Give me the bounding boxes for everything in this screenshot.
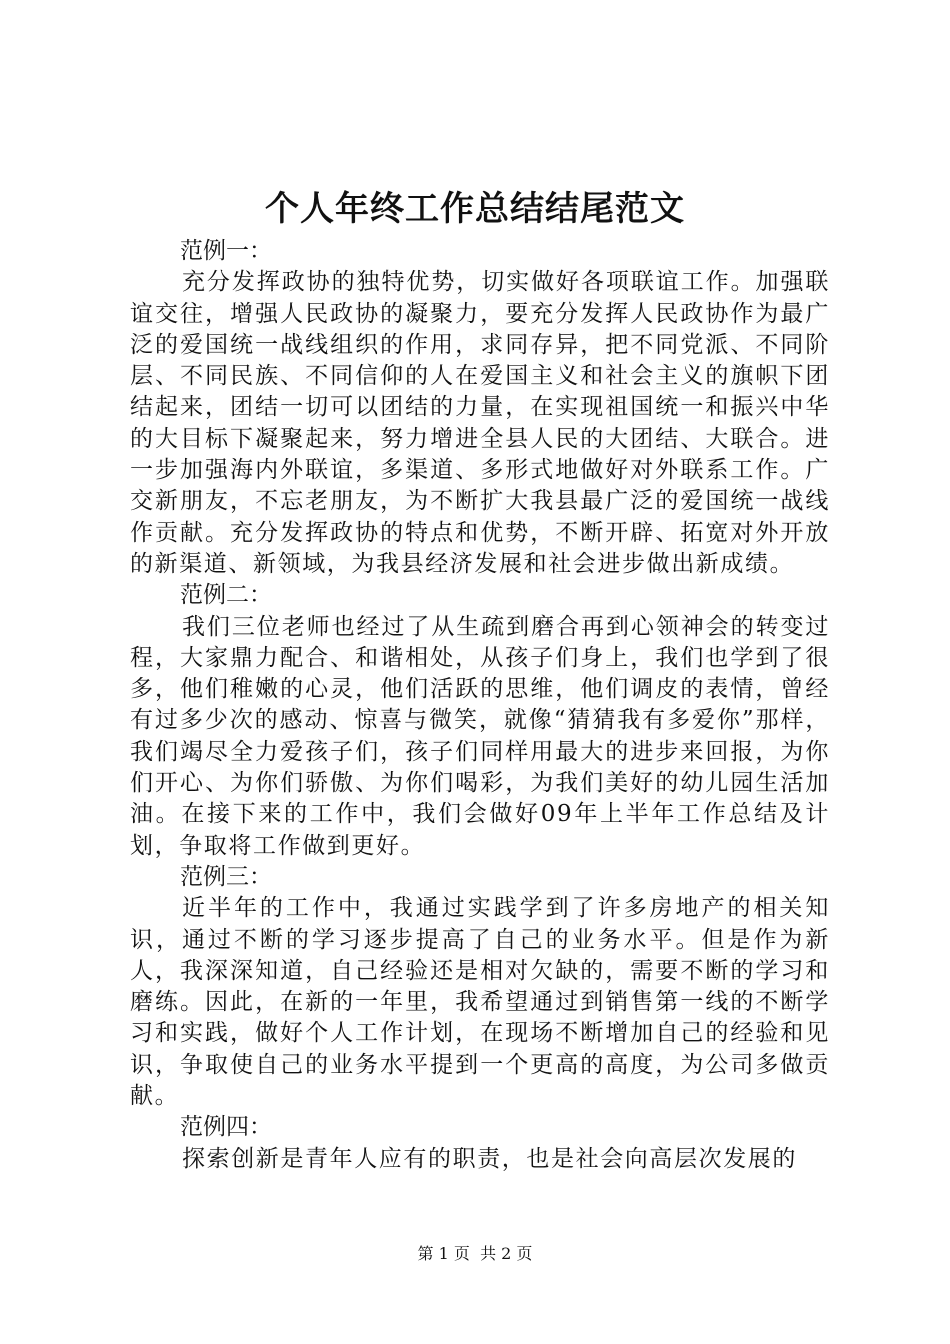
document-body bbox=[130, 236, 830, 1175]
section-2 bbox=[130, 580, 830, 862]
section-3 bbox=[130, 862, 830, 1112]
section-heading: 范例二： bbox=[180, 582, 272, 609]
section-paragraph: 近半年的工作中，我通过实践学到了许多房地产的相关知识，通过不断的学习逐步提高了自己的业务水平。但是作为新人，我深深知道，自己经验还是相对欠缺的，需要不断的学习和磨练。因此，在新的一年里，我希望通过到销售第一线的不断学习和实践，做好个人工作计划，在现场不断增加自己的经验和见识，争取使自己的业务水平提到一个更高的高度，为公司多做贡献。 bbox=[130, 895, 830, 1110]
section-paragraph: 充分发挥政协的独特优势，切实做好各项联谊工作。加强联谊交往，增强人民政协的凝聚力，要充分发挥人民政协作为最广泛的爱国统一战线组织的作用，求同存异，把不同党派、不同阶层、不同民族、不同信仰的人在爱国主义和社会主义的旗帜下团结起来，团结一切可以团结的力量，在实现祖国统一和振兴中华的大目标下凝聚起来，努力增进全县人民的大团结、大联合。进一步加强海内外联谊，多渠道、多形式地做好对外联系工作。广交新朋友，不忘老朋友，为不断扩大我县最广泛的爱国统一战线作贡献。充分发挥政协的特点和优势，不断开辟、拓宽对外开放的新渠道、新领域，为我县经济发展和社会进步做出新成绩。 bbox=[130, 269, 830, 577]
section-heading: 范例三： bbox=[180, 863, 272, 890]
document-title: 个人年终工作总结结尾范文 bbox=[265, 189, 685, 229]
section-paragraph: 我们三位老师也经过了从生疏到磨合再到心领神会的转变过程，大家鼎力配合、和谐相处，从孩子们身上，我们也学到了很多，他们稚嫩的心灵，他们活跃的思维，他们调皮的表情，曾经有过多少次的感动、惊喜与微笑，就像“猜猜我有多爱你”那样，我们竭尽全力爱孩子们，孩子们同样用最大的进步来回报，为你们开心、为你们骄傲、为你们喝彩，为我们美好的幼儿园生活加油。在接下来的工作中，我们会做好09年上半年工作总结及计划，争取将工作做到更好。 bbox=[130, 613, 830, 859]
section-heading: 范例一： bbox=[180, 238, 272, 264]
section-paragraph: 探索创新是青年人应有的职责，也是社会向高层次发展的 bbox=[182, 1145, 797, 1172]
section-heading: 范例四： bbox=[180, 1114, 272, 1141]
section-4 bbox=[130, 1112, 830, 1175]
section-1 bbox=[130, 236, 830, 580]
page-footer: 第 1 页 共 2 页 bbox=[417, 1244, 533, 1263]
